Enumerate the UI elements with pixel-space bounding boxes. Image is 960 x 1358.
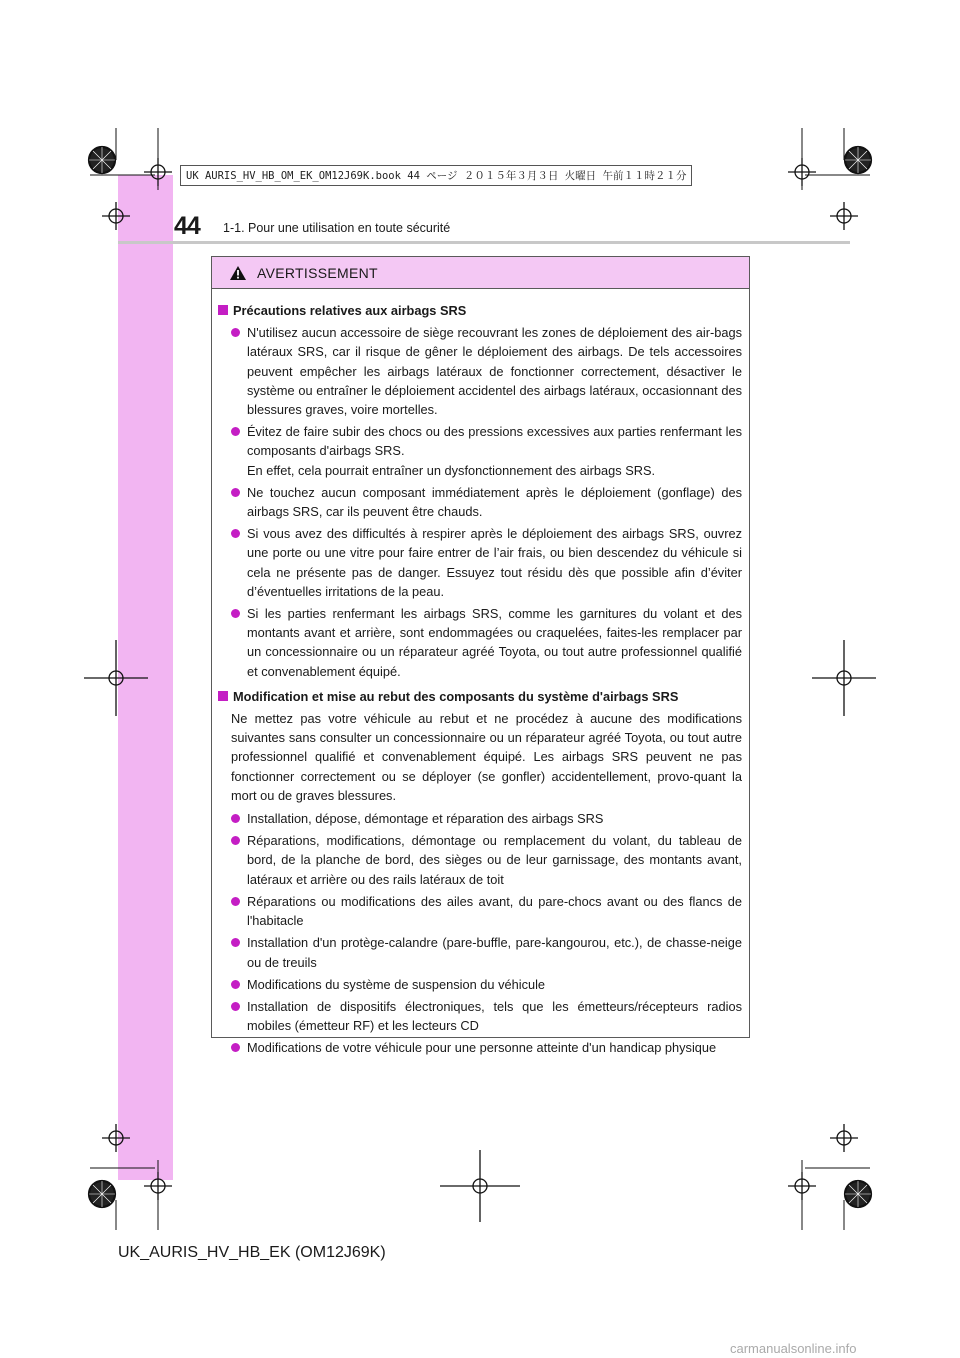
bullet-item: [231, 422, 742, 480]
warning-box: [211, 256, 750, 1056]
bullet-item: [231, 323, 742, 419]
bullet-item: [231, 975, 742, 994]
color-sidebar: [118, 175, 173, 1180]
bullet-extra-text: En effet, cela pourrait entraîner un dysfonctionnement des airbags SRS.: [247, 462, 656, 478]
bullet-dot-icon: [231, 427, 240, 436]
bullet-dot-icon: [231, 328, 240, 337]
bullet-main-text: N'utilisez aucun accessoire de siège recouvrant les zones de déploiement des air-bags latéraux SRS, car il risque de gêner le déploiement des airbags. De tels accessoires peuvent empêcher les airbags latéraux de fonctionner correctement, désactiver le système ou entraîner le déploiement accidentel des airbags latéraux, occasionnant des blessures graves, voire mortelles.: [247, 325, 742, 418]
bullet-dot-icon: [231, 488, 240, 497]
bullet-item: [231, 997, 742, 1035]
bullet-main-text: Installation d'un protège-calandre (pare-buffle, pare-kangourou, etc.), de chasse-neige ou de treuils: [247, 935, 742, 970]
bullet-item: [231, 831, 742, 889]
warning-title: AVERTISSEMENT: [257, 264, 378, 281]
bullet-item: [231, 604, 742, 681]
bullet-text: [247, 422, 742, 480]
header-rule: [118, 241, 850, 244]
paragraph: Ne mettez pas votre véhicule au rebut et ne procédez à aucune des modifications suivantes sans consulter un concessionnaire ou un réparateur agréé Toyota, ou tout autre professionnel qualifié et convenablement équipé. Les airbags SRS peuvent ne pas fonctionner correctement ou se déployer (se gonfler) accidentellement, provo-quant la mort ou de graves blessures.: [231, 711, 742, 803]
bullet-text: [247, 1038, 742, 1057]
bullet-text: [247, 997, 742, 1035]
bullet-text: [247, 524, 742, 601]
warning-triangle-icon: [229, 265, 247, 281]
watermark: carmanualsonline.info: [730, 1341, 857, 1356]
square-bullet-icon: [218, 305, 228, 315]
footer-code: UK_AURIS_HV_HB_EK (OM12J69K): [118, 1244, 386, 1261]
heading-text: Modification et mise au rebut des composants du système d'airbags SRS: [233, 688, 679, 704]
warning-header: [212, 257, 749, 289]
warning-content: [212, 289, 749, 1058]
bullet-dot-icon: [231, 836, 240, 845]
bullet-dot-icon: [231, 814, 240, 823]
bullet-main-text: Si vous avez des difficultés à respirer après le déploiement des airbags SRS, ouvrez une porte ou une vitre pour faire entrer de l’air frais, ou bien descendez du véhicule si cela ne présente pas de danger. Essuyez tout résidu dès que possible afin d’éviter d’éventuelles irritations de la peau.: [247, 526, 742, 599]
bullet-text: [247, 892, 742, 930]
bullet-text: [247, 604, 742, 681]
bullet-item: [231, 933, 742, 971]
bullet-text: [247, 483, 742, 521]
section-heading: [217, 687, 742, 706]
bullet-main-text: Réparations, modifications, démontage ou remplacement du volant, du tableau de bord, de la planche de bord, des sièges ou de leur garnissage, des montants avant, latéraux et arrière ou des rails latéraux de toit: [247, 833, 742, 887]
bullet-text: [247, 975, 742, 994]
bullet-dot-icon: [231, 1043, 240, 1052]
bullet-item: [231, 1038, 742, 1057]
bullet-main-text: Installation, dépose, démontage et réparation des airbags SRS: [247, 811, 604, 827]
bullet-item: [231, 524, 742, 601]
bullet-dot-icon: [231, 938, 240, 947]
heading-text: Précautions relatives aux airbags SRS: [233, 303, 467, 318]
bullet-dot-icon: [231, 897, 240, 906]
bullet-text: [247, 809, 742, 828]
bullet-item: [231, 483, 742, 521]
bullet-main-text: Modifications de votre véhicule pour une personne atteinte d'un handicap physique: [247, 1040, 717, 1056]
bullet-main-text: Installation de dispositifs électroniques, tels que les émetteurs/récepteurs radios mobiles (émetteur RF) et les lecteurs CD: [247, 998, 742, 1034]
print-header: UK AURIS_HV_HB_OM_EK_OM12J69K.book 44 ページ ２０１５年３月３日 火曜日 午前１１時２１分: [180, 165, 692, 186]
bullet-text: [247, 323, 742, 419]
section-title: 1-1. Pour une utilisation en toute sécurité: [223, 221, 451, 235]
bullet-dot-icon: [231, 1002, 240, 1011]
bullet-dot-icon: [231, 609, 240, 618]
bullet-text: [247, 933, 742, 971]
bullet-dot-icon: [231, 980, 240, 989]
bullet-main-text: Modifications du système de suspension du véhicule: [247, 976, 546, 992]
section-heading: [217, 301, 742, 320]
bullet-item: [231, 892, 742, 930]
bullet-main-text: Évitez de faire subir des chocs ou des pressions excessives aux parties renfermant les composants d'airbags SRS.: [247, 424, 742, 459]
square-bullet-icon: [218, 691, 228, 701]
bullet-main-text: Ne touchez aucun composant immédiatement après le déploiement (gonflage) des airbags SRS, car ils peuvent être chauds.: [247, 484, 742, 520]
bullet-main-text: Si les parties renfermant les airbags SRS, comme les garnitures du volant et des montants avant et arrière, sont endommagées ou craquelées, faites-les remplacer par un concessionnaire ou un réparateur agréé Toyota, ou tout autre professionnel qualifié et convenablement équipé.: [247, 606, 742, 679]
bullet-text: [247, 831, 742, 889]
bullet-dot-icon: [231, 529, 240, 538]
bullet-main-text: Réparations ou modifications des ailes avant, du pare-chocs avant ou des flancs de l'habitacle: [247, 893, 742, 929]
bullet-item: [231, 809, 742, 828]
page-number: 44: [174, 212, 200, 240]
